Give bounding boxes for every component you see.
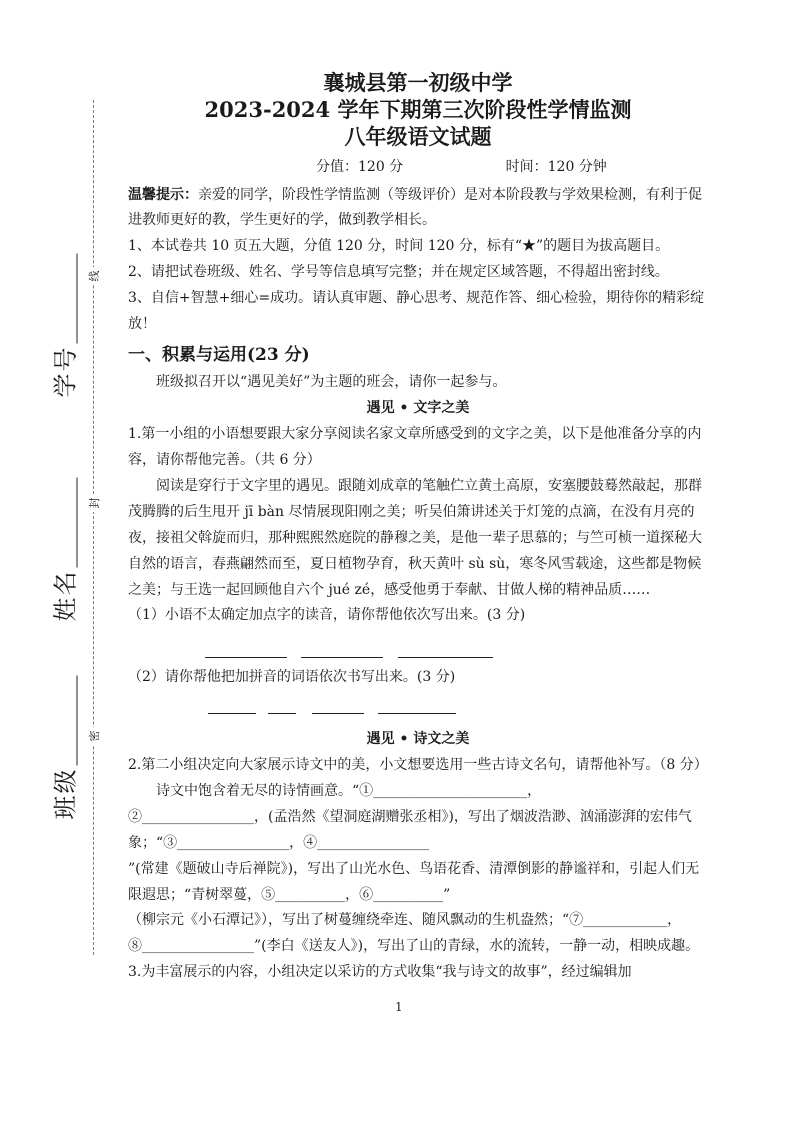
question-1-2: （2）请你帮他把加拼音的词语依次书写出来。(3 分) [128,669,456,686]
rule-3: 3、自信+智慧+细心=成功。请认真审题、静心思考、规范作答、细心检验，期待你的精彩绽放！ [128,290,705,332]
question-2-line-2[interactable]: ②________________，(孟浩然《望洞庭湖赠张丞相》)，写出了烟波浩渺、汹涌澎湃的宏伟气象；“③________________，④________________ [128,808,692,851]
rule-2: 2、请把试卷班级、姓名、学号等信息填写完整；并在规定区域答题，不得超出密封线。 [128,264,669,281]
school-title: 襄城县第一初级中学 [323,70,513,95]
subject-title: 八年级语文试题 [344,123,492,149]
score-info: 分值：120 分 [316,158,404,175]
student-name-blank[interactable] [57,478,78,568]
question-2-line-1[interactable]: 诗文中饱含着无尽的诗情画意。“①______________________， [156,783,542,800]
exam-meta [128,155,708,181]
answer-blank[interactable] [205,641,287,658]
answer-blank[interactable] [208,697,256,714]
seal-line [93,100,94,955]
answer-blank[interactable] [312,697,364,714]
answer-row-1-1 [128,629,708,665]
answer-blank[interactable] [301,641,383,658]
class-label: 班级 [51,767,80,820]
question-3: 3.为丰富展示的内容，小组决定以采访的方式收集“我与诗文的故事”，经过编辑加 [128,964,632,981]
student-name-label: 姓名 [51,569,80,622]
subhead-text-beauty: 遇见 • 文字之美 [366,400,470,417]
answer-blank[interactable] [378,697,456,714]
question-1-passage: 阅读是穿行于文字里的遇见。跟随刘成章的笔触伫立黄土高原，安塞腰鼓蓦然敲起，那群茂腾腾的后生甩开 jī bàn 尽情展现阳刚之美；听吴伯箫讲述关于灯笼的点滴，在没有月亮的夜，接祖父斡旋而归，那种熙熙然庭院的静穆之美，是他一辈子思慕的；与竺可桢一道探秘大自然的语言，春燕翩然而至，夏日植物孕育，秋天黄叶 sù sù，寒冬风雪载途，这些都是物候之美；与王选一起回顾他自六个 jué zé，感受他勇于奉献、甘做人梯的精神品质…… [128,478,702,598]
question-2-line-3[interactable]: ”(常建《题破山寺后禅院》)，写出了山光水色、鸟语花香、清潭倒影的静谧祥和，引起人们无限遐思；“青树翠蔓，⑤__________，⑥__________” [128,860,700,903]
time-info: 时间：120 分钟 [505,158,607,175]
question-1-1: （1）小语不太确定加点字的读音，请你帮他依次写出来。(3 分) [128,607,526,624]
student-number-blank[interactable] [57,254,78,344]
exam-content [128,70,708,986]
notice-lead: 温馨提示： [128,186,198,203]
notice-intro [128,183,708,235]
question-2: 2.第二小组决定向大家展示诗文中的美，小文想要选用一些古诗文名句，请帮他补写。（8 分） [128,757,708,774]
rule-1: 1、本试卷共 10 页五大题，分值 120 分，时间 120 分，标有“★”的题目为拔高题目。 [128,238,670,255]
class-blank[interactable] [57,676,78,766]
answer-blank[interactable] [268,697,296,714]
seal-mark-seal: 封 [86,494,102,512]
page-number: 1 [395,1000,403,1014]
binding-margin [0,0,120,1123]
class-field[interactable] [46,668,81,828]
student-number-field[interactable] [46,246,81,406]
section-1-intro: 班级拟召开以“遇见美好”为主题的班会，请你一起参与。 [156,374,507,391]
notice-text: 亲爱的同学，阶段性学情监测（等级评价）是对本阶段教与学效果检测，有利于促进教师更好的教，学生更好的学，做到教学相长。 [128,186,702,229]
exam-title: 2023-2024 学年下期第三次阶段性学情监测 [204,96,632,122]
seal-mark-line: 线 [86,267,102,285]
seal-mark-secret: 密 [86,727,102,745]
question-1: 1.第一小组的小语想要跟大家分享阅读名家文章所感受到的文字之美，以下是他准备分享的内容，请你帮他完善。（共 6 分） [128,426,702,469]
question-2-line-4[interactable]: （柳宗元《小石潭记》），写出了树蔓缠绕牵连、随风飘动的生机盎然；“⑦____________，⑧________________”(李白《送友人》)，写出了山的青绿，水的流转，一静一动，相映成趣。 [128,912,700,955]
answer-row-1-2 [128,691,708,727]
answer-blank[interactable] [398,641,493,658]
section-1-title: 一、积累与运用(23 分) [128,344,310,365]
student-number-label: 学号 [51,345,80,398]
student-name-field[interactable] [46,470,81,630]
subhead-poetry-beauty: 遇见 • 诗文之美 [366,731,470,748]
